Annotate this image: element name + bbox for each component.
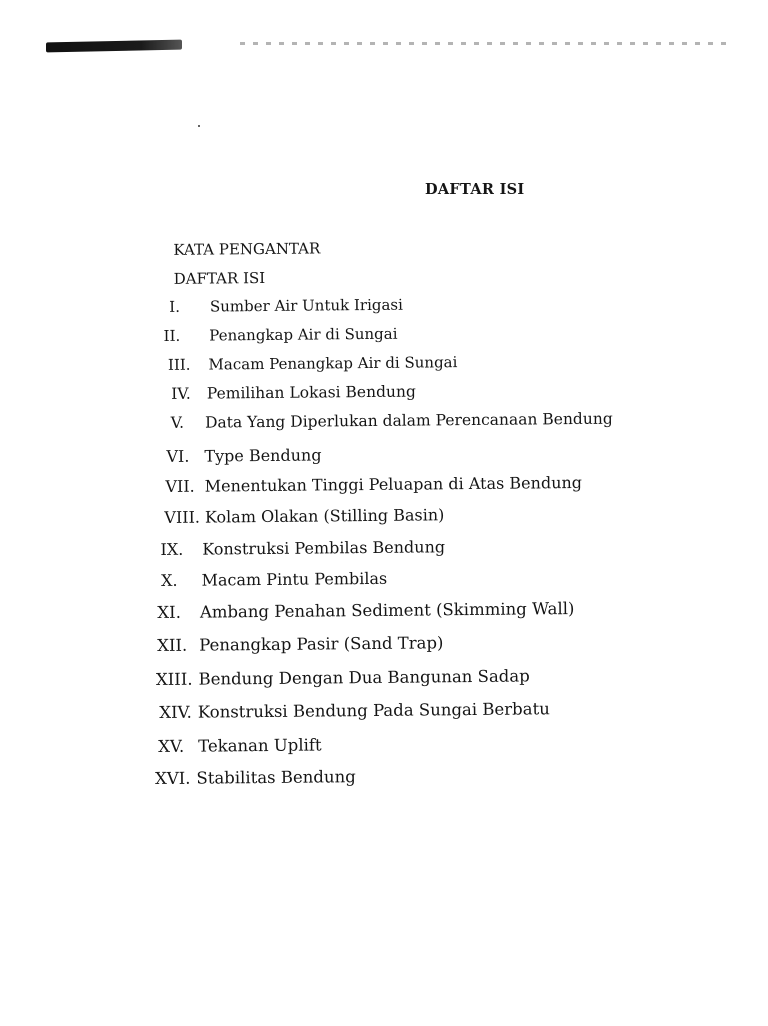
chapter-title: Menentukan Tinggi Peluapan di Atas Bendung [204,472,583,496]
toc-entry [139,383,416,404]
toc-entry [140,505,445,527]
toc-entry [138,325,397,345]
chapter-title: Sumber Air Untuk Irigasi [209,295,403,316]
toc-entry [142,767,355,788]
toc-entry [141,633,443,655]
toc-entry [142,699,550,722]
chapter-numeral: I. [169,297,181,316]
toc-entry [139,410,613,433]
chapter-title: Pemilihan Lokasi Bendung [206,382,416,403]
toc-entry [138,296,403,317]
chapter-numeral: X. [161,570,178,590]
chapter-title: Bendung Dengan Dua Bangunan Sadap [198,666,530,689]
toc-entry [140,569,387,590]
chapter-title: Ambang Penahan Sediment (Skimming Wall) [199,599,575,622]
chapter-numeral: VIII. [164,507,201,527]
chapter-title: Tekanan Uplift [198,735,322,756]
chapter-title: Data Yang Diperlukan dalam Perencanaan Bendung [204,409,613,432]
chapter-title: Konstruksi Bendung Pada Sungai Berbatu [197,699,550,722]
chapter-numeral: II. [163,326,181,345]
chapter-numeral: XVI. [154,768,191,789]
toc-front-matter-daftar-isi: DAFTAR ISI [173,268,266,288]
toc-entry [139,445,321,466]
chapter-numeral: IX. [160,539,184,559]
page-title: DAFTAR ISI [425,181,525,198]
toc-entry [141,599,575,622]
chapter-title: Type Bendung [204,445,322,466]
chapter-numeral: VII. [165,476,195,496]
toc-entry [138,353,457,374]
chapter-numeral: IV. [171,384,191,403]
chapter-numeral: XI. [157,602,181,623]
toc-entry [142,735,322,756]
chapter-title: Penangkap Air di Sungai [209,324,398,345]
chapter-numeral: XIII. [155,669,193,690]
chapter-title: Kolam Olakan (Stilling Basin) [204,505,445,527]
chapter-numeral: V. [170,413,185,432]
toc-entry [140,473,582,496]
chapter-title: Macam Pintu Pembilas [201,568,388,590]
chapter-numeral: XIV. [159,702,192,723]
chapter-title: Konstruksi Pembilas Bendung [202,537,446,559]
chapter-numeral: XII. [157,635,188,656]
chapter-numeral: III. [167,355,191,374]
toc-front-matter-kata-pengantar: KATA PENGANTAR [173,239,321,259]
chapter-title: Stabilitas Bendung [196,767,356,788]
chapter-title: Macam Penangkap Air di Sungai [208,353,458,374]
chapter-numeral: XV. [158,736,185,757]
toc-entry [140,537,445,559]
chapter-numeral: VI. [166,446,190,466]
chapter-title: Penangkap Pasir (Sand Trap) [199,633,444,655]
toc-entry [141,666,529,689]
